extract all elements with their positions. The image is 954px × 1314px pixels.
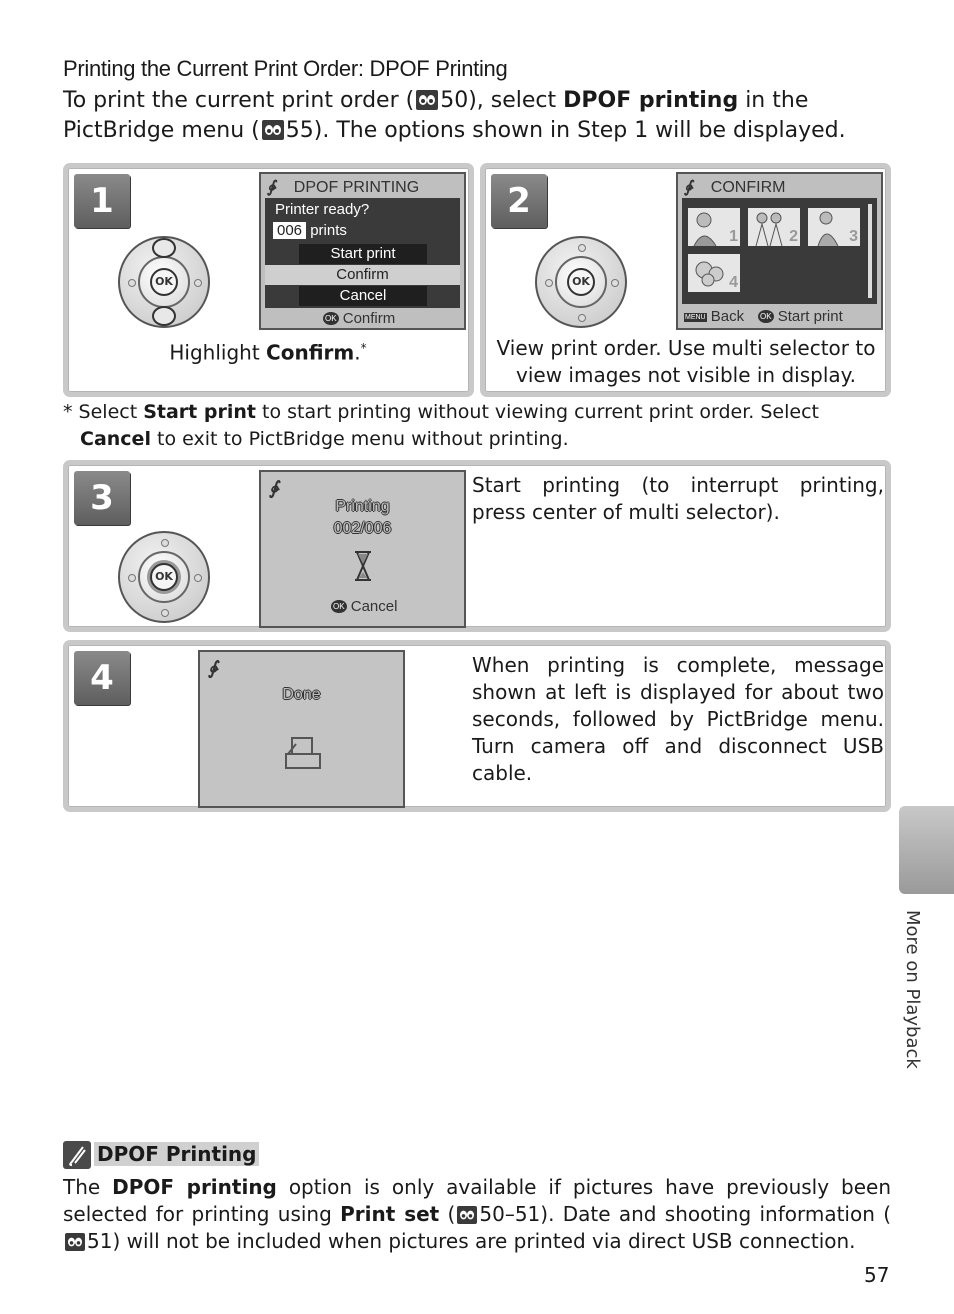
step-4-box xyxy=(63,640,891,812)
step-4-text: When printing is complete, message shown at left is displayed for about two seconds, followed by PictBridge menu. Turn camera off and disconnect USB cable. xyxy=(472,653,884,785)
footnote: * Select Start print to start printing without viewing current print order. Select Cancel to exit to PictBridge menu without printing. xyxy=(63,401,819,450)
menu-item-confirm[interactable]: Confirm xyxy=(265,265,460,285)
step-number: 1 xyxy=(74,174,130,228)
step-2-caption: View print order. Use multi selector to view images not visible in display. xyxy=(496,336,876,387)
note-title: DPOF Printing xyxy=(94,1142,259,1166)
printer-ready-text: Printer ready? xyxy=(275,201,370,218)
printing-status: Printing xyxy=(335,498,390,515)
ok-key-icon: OK xyxy=(333,602,345,611)
step-3-text: Start printing (to interrupt printing, press center of multi selector). xyxy=(472,473,884,524)
page-reference-icon xyxy=(65,1233,85,1251)
thumbnail[interactable]: 2 xyxy=(748,208,800,246)
camera-screen: ∳ CONFIRM 1 2 3 4 MENU Back OK Start print xyxy=(676,172,883,330)
pictbridge-icon: ∳ xyxy=(269,478,279,498)
step-number: 3 xyxy=(74,471,130,525)
multi-selector-icon: OK xyxy=(118,531,210,623)
menu-item-cancel[interactable]: Cancel xyxy=(299,286,427,306)
step-number: 4 xyxy=(74,651,130,705)
page-number: 57 xyxy=(864,1263,890,1287)
pictbridge-icon: ∳ xyxy=(684,179,693,196)
thumbnail[interactable]: 3 xyxy=(808,208,860,246)
step-3-box xyxy=(63,460,891,632)
pictbridge-icon: ∳ xyxy=(267,179,276,196)
section-heading: Printing the Current Print Order: DPOF Printing xyxy=(63,56,508,81)
printing-progress: 002/006 xyxy=(333,520,392,537)
page-reference-icon xyxy=(416,90,438,110)
step-1-caption: Highlight Confirm.* xyxy=(169,340,367,365)
note-paragraph: The DPOF printing option is only available if pictures have previously been selected for printing using Print set ( 50–51). Date and shooting information ( 51) will not be included when pictures are printed via direct USB connection. xyxy=(63,1175,892,1253)
section-side-label: More on Playback xyxy=(902,910,923,1069)
print-count: 006 xyxy=(273,222,306,239)
camera-screen: ∳ Printing 002/006 OK Cancel xyxy=(259,470,466,628)
note-icon xyxy=(63,1141,91,1169)
done-status: Done xyxy=(282,686,321,703)
pictbridge-icon: ∳ xyxy=(208,658,218,678)
scrollbar[interactable] xyxy=(868,204,872,298)
menu-item-start-print[interactable]: Start print xyxy=(299,244,427,264)
section-tab xyxy=(899,806,954,894)
printer-icon xyxy=(284,734,322,775)
page-reference-icon xyxy=(457,1206,477,1224)
ok-key-icon: OK xyxy=(760,312,772,321)
step-2-box xyxy=(480,163,891,397)
thumbnail[interactable]: 1 xyxy=(688,208,740,246)
camera-screen: ∳ DPOF PRINTING Printer ready? 006 prints Start print Confirm Cancel OK Confirm xyxy=(259,172,466,330)
step-number: 2 xyxy=(491,174,547,228)
thumbnail[interactable]: 4 xyxy=(688,254,740,292)
step-1-box xyxy=(63,163,474,397)
hourglass-icon xyxy=(353,550,373,587)
multi-selector-icon: OK xyxy=(535,236,627,328)
menu-key-icon: MENU xyxy=(685,314,706,321)
camera-screen xyxy=(198,650,405,808)
intro-paragraph: To print the current print order ( 50), select DPOF printing in the PictBridge menu ( 55). The options shown in Step 1 will be displayed. xyxy=(63,88,846,143)
multi-selector-icon: OK xyxy=(118,236,210,328)
page-reference-icon xyxy=(262,120,284,140)
screen-title: DPOF PRINTING xyxy=(293,179,420,196)
ok-key-icon: OK xyxy=(325,314,337,323)
screen-title: CONFIRM xyxy=(710,179,786,196)
